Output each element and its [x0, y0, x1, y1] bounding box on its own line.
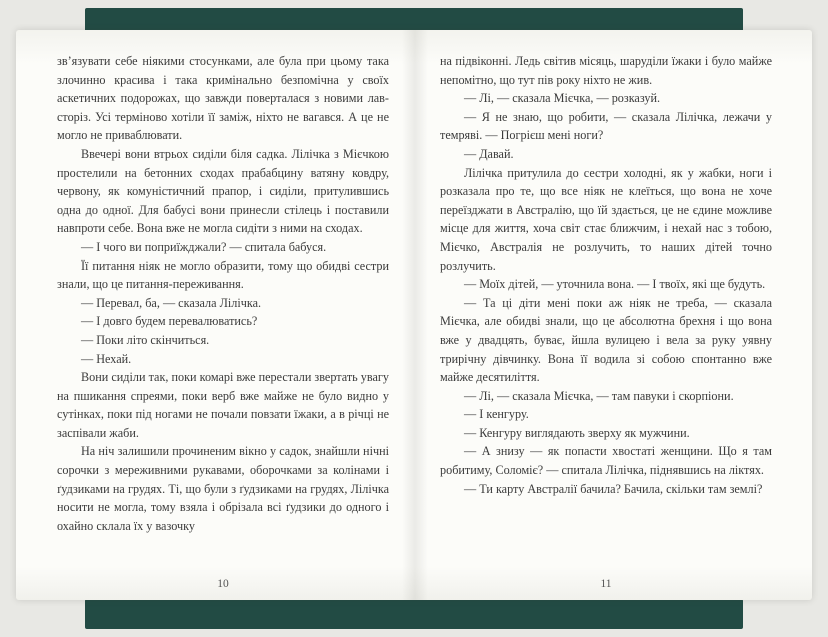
paragraph: — Моїх дітей, — уточнила вона. — І твоїх, які ще будуть.: [464, 277, 766, 292]
paragraph: Лілічка притулила до сестри холодні, як у жабки, ноги і розказала про те, що все ніяк не клеїться, що вона не хоче переїзджати в Австралію, що їй здається, це не єдине можливе місце для життя, хоча світ стає ближчим, і нехай нас з тобою, Мієчко, Австралія не розлучить, то наших дітей точно розлучить.: [440, 165, 772, 273]
paragraph: Ввечері вони втрьох сиділи біля садка. Лілічка з Мієчкою простелили на бетонних сходах прабабцину ватяну ковдру, червону, як комуністичний прапор, і сиділи, притулившись одна до одної. Для бабусі вони принесли стілець і поставили навпроти себе. Вона вже не могла сидіти з ними на сходах.: [57, 146, 389, 236]
paragraph: — Лі, — сказала Мієчка, — розказуй.: [464, 91, 661, 106]
paragraph: — Я не знаю, що робити, — сказала Лілічка, лежачи у темряві. — Погрієш мені ноги?: [440, 109, 772, 143]
paragraph: — І довго будем перевалюватись?: [81, 314, 258, 329]
paragraph: — І кенгуру.: [464, 407, 529, 422]
page-left-text: [57, 52, 389, 535]
paragraph: — Кенгуру виглядають зверху як мужчини.: [464, 425, 690, 440]
paragraph: — Лі, — сказала Мієчка, — там павуки і скорпіони.: [464, 388, 734, 403]
page-number-left: 10: [217, 578, 229, 590]
book-gutter: [402, 30, 428, 600]
paragraph: Вони сиділи так, поки комарі вже перестали звертать увагу на пшикання спреями, поки верб вже майже не було видно у сутінках, поки під ногами не почали повзати їжаки, а в річці не заспівали жаби.: [57, 370, 389, 440]
book-cover-bottom-edge: [85, 599, 743, 629]
paragraph: зв’язувати себе ніякими стосунками, але була при цьому така злочинно красива і така кримінально безпомічна у своїх аскетичних подорожах, що завжди поверталася з новими лав-сторіз. Усі терміново хотіли її заміж, ніхто не вагався. А це не могло не приваблювати.: [57, 54, 389, 143]
paragraph: — І чого ви поприїжджали? — спитала бабуся.: [81, 239, 327, 254]
page-number-right: 11: [600, 578, 612, 590]
paragraph: — Давай.: [464, 146, 514, 161]
paragraph: На ніч залишили прочиненим вікно у садок, знайшли нічні сорочки з мереживними рукавами, оборочками за колінами і ґудзиками на грудях. Ті, що були з ґудзиками на грудях, Лілічка носити не могла, тому взяла і обрізала всі ґудзики до одного і охайно склала їх у вазочку: [57, 444, 389, 533]
paragraph: — Та ці діти мені поки аж ніяк не треба, — сказала Мієчка, але обидві знали, що це абсолютна брехня і що вона вже у двадцять, буває, йшла вулицею і вела за руку уявну трирічну дівчинку. Вона її водила зі собою спонтанно вже майже десятиліття.: [440, 295, 772, 385]
paragraph: — Перевал, ба, — сказала Лілічка.: [81, 295, 262, 310]
book-open-pages: [16, 30, 812, 600]
paragraph: — Поки літо скінчиться.: [81, 332, 210, 347]
paragraph: — Нехай.: [81, 351, 132, 366]
paragraph: Її питання ніяк не могло образити, тому що обидві сестри знали, що це питання-переживання.: [57, 258, 389, 292]
paragraph: — Ти карту Австралії бачила? Бачила, скільки там землі?: [464, 481, 763, 496]
paragraph: — А знизу — як попасти хвостаті женщини. Що я там робитиму, Соломіє? — спитала Лілічка, піднявшись на ліктях.: [440, 444, 772, 478]
paragraph: на підвіконні. Ледь світив місяць, шаруділи їжаки і було майже непомітно, що тут пів року ніхто не жив.: [440, 54, 772, 87]
page-right-text: [440, 52, 772, 498]
